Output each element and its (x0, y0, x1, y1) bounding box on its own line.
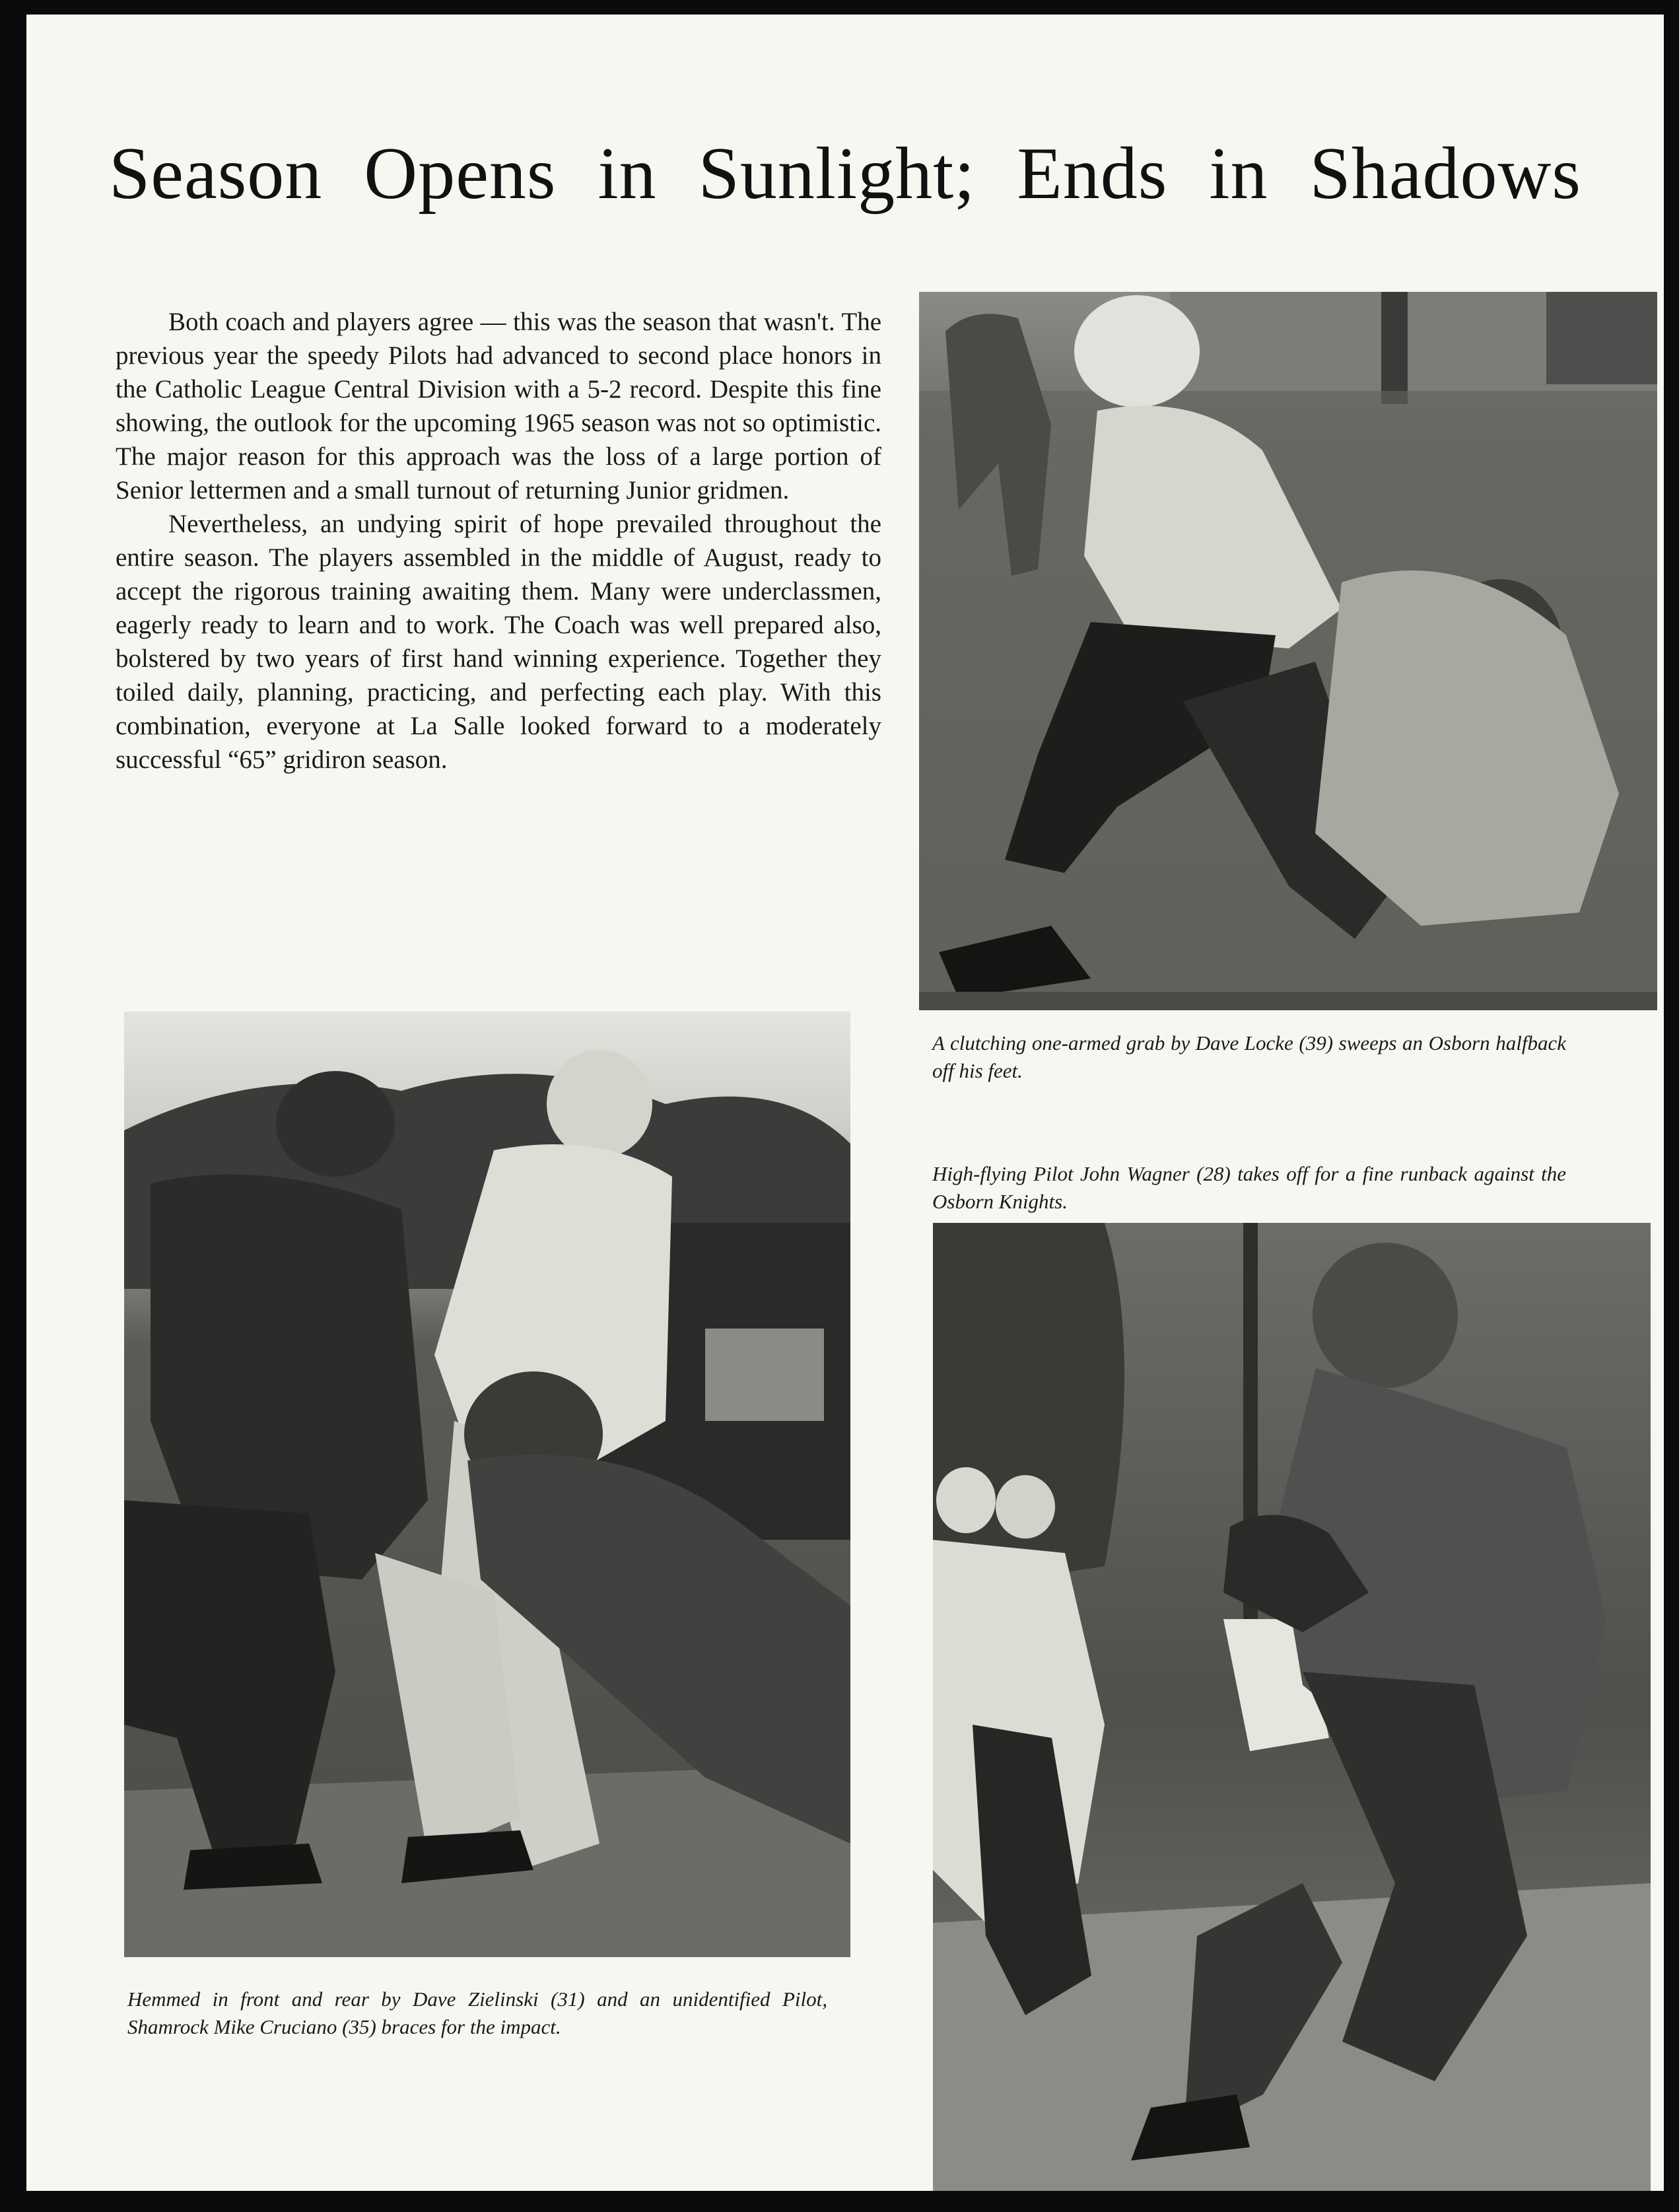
caption-wagner: High-flying Pilot John Wagner (28) takes off for a fine runback against the Osborn Knights. (932, 1162, 1566, 1213)
yearbook-page (26, 15, 1664, 2191)
photo-tackle-image (919, 292, 1657, 1010)
photo-wagner (933, 1223, 1651, 2191)
photo-cruciano (124, 1012, 850, 1957)
photo-cruciano-image (124, 1012, 850, 1957)
article-body (116, 305, 881, 777)
caption-tackle: A clutching one-armed grab by Dave Locke (39) sweeps an Osborn halfback off his feet. (932, 1031, 1566, 1082)
caption-cruciano: Hemmed in front and rear by Dave Zielinski (31) and an unidentified Pilot, Shamrock Mike Cruciano (35) braces for the impact. (127, 1987, 827, 2038)
photo-wagner-image (933, 1223, 1651, 2191)
paragraph-1: Both coach and players agree — this was the season that wasn't. The previous year the speedy Pilots had advanced to second place honors in the Catholic League Central Division with a 5-2 record. Despite this fine showing, the outlook for the upcoming 1965 season was not so optimistic. The major reason for this approach was the loss of a large portion of Senior lettermen and a small turnout of returning Junior gridmen. (116, 308, 881, 504)
page-title: Season Opens in Sunlight; Ends in Shadows (109, 133, 1581, 215)
paragraph-2: Nevertheless, an undying spirit of hope prevailed throughout the entire season. The players assembled in the middle of August, ready to accept the rigorous training awaiting them. Many were underclassmen, eagerly ready to learn and to work. The Coach was well prepared also, bolstered by two years of first hand winning experience. Together they toiled daily, planning, practicing, and perfecting each play. With this combination, everyone at La Salle looked forward to a moderately successful “65” gridiron season. (116, 510, 881, 774)
photo-tackle (919, 292, 1657, 1010)
